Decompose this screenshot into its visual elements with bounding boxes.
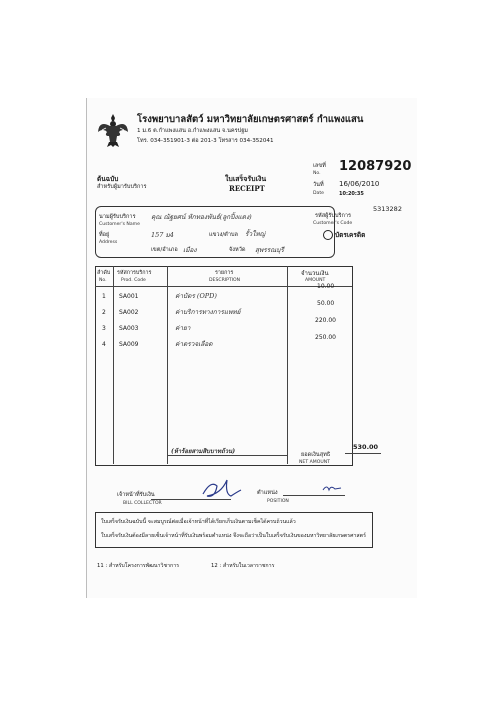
district-label: แขวง/ตำบล xyxy=(209,232,238,238)
position-label-en: POSITION xyxy=(267,499,289,504)
receipt-page xyxy=(86,98,417,598)
org-name: โรงพยาบาลสัตว์ มหาวิทยาลัยเกษตรศาสตร์ กำแพงแสน xyxy=(137,114,364,125)
position-signature-icon xyxy=(321,482,343,494)
position-label-th: ตำแหน่ง xyxy=(257,490,278,496)
garuda-emblem-icon xyxy=(97,112,129,148)
customer-code: 5313282 xyxy=(373,205,402,213)
receipt-date-label-th: วันที่ xyxy=(313,182,324,188)
position-line xyxy=(283,495,345,496)
row-2-amount: 50.00 xyxy=(317,300,335,307)
header-desc-en: DESCRIPTION xyxy=(209,278,241,283)
col-divider-3 xyxy=(287,266,288,464)
collector-signature-icon xyxy=(197,476,243,502)
col-divider-2 xyxy=(167,266,168,464)
row-2-desc: ค่าบริการทางการแพทย์ xyxy=(175,308,241,316)
row-4-desc: ค่าตรวจเลือด xyxy=(175,340,213,348)
row-3-desc: ค่ายา xyxy=(175,324,191,332)
collector-label-en: BILL COLLECTOR xyxy=(123,501,162,506)
district-value: รั้วใหญ่ xyxy=(245,230,266,238)
receipt-no-label-en: No. xyxy=(313,171,321,176)
row-1-amount: 10.00 xyxy=(317,283,335,290)
receipt-time: 10:20:35 xyxy=(339,191,364,197)
copy-sub: สำหรับผู้มารับบริการ xyxy=(97,184,147,190)
customer-address-label-en: Address xyxy=(99,240,118,245)
row-4-amount: 250.00 xyxy=(315,334,336,341)
collector-label-th: เจ้าหน้าที่รับเงิน xyxy=(117,492,155,498)
table-header-divider xyxy=(95,286,352,287)
customer-address-label-th: ที่อยู่ xyxy=(99,232,110,238)
receipt-date: 16/06/2010 xyxy=(339,180,380,188)
header-no-en: No. xyxy=(99,278,107,283)
note-line-1: ใบเสร็จรับเงินฉบับนี้ จะสมบูรณ์ต่อเมื่อเจ้าหน้าที่ได้เรียกเก็บเงินตามเช็คได้ครบถ้วนแล้ว xyxy=(101,519,296,525)
customer-address-no: 157 ม4 xyxy=(151,231,174,239)
amount-in-words: (ห้าร้อยสามสิบบาทถ้วน) xyxy=(171,448,236,455)
row-4-no: 4 xyxy=(102,341,106,348)
receipt-number: 12087920 xyxy=(339,159,412,174)
customer-name-label-th: นามผู้รับบริการ xyxy=(99,214,136,220)
province-label: จังหวัด xyxy=(229,247,246,253)
amphoe-value: เมือง xyxy=(183,246,197,254)
col-divider-1 xyxy=(113,266,114,464)
customer-code-label-en: Customer's Code xyxy=(313,221,353,226)
row-1-no: 1 xyxy=(102,293,106,300)
row-2-no: 2 xyxy=(102,309,106,316)
province-value: สุพรรณบุรี xyxy=(255,246,284,254)
receipt-title-th: ใบเสร็จรับเงิน xyxy=(225,175,267,183)
header-code-th: รหัสการบริการ xyxy=(117,270,152,276)
header-no-th: ลำดับ xyxy=(97,270,111,276)
row-1-desc: ค่าบัตร (OPD) xyxy=(175,292,217,300)
receipt-title-en: RECEIPT xyxy=(229,184,265,193)
row-2-code: SA002 xyxy=(119,309,139,316)
footer-item-11: 11 : สำหรับโครงการพัฒนาวิชาการ xyxy=(97,563,180,569)
row-3-no: 3 xyxy=(102,325,106,332)
footer-item-12: 12 : สำหรับในเวลาราชการ xyxy=(211,563,275,569)
note-line-2: ใบเสร็จรับเงินต้องมีลายเซ็นเจ้าหน้าที่รับเงินพร้อมตำแหน่ง จึงจะถือว่าเป็นใบเสร็จรับเงินของมหาวิทยาลัยเกษตรศาสตร์ xyxy=(101,533,366,539)
net-label-th: ยอดเงินสุทธิ xyxy=(301,452,331,458)
copy-label: ต้นฉบับ xyxy=(97,175,119,183)
row-1-code: SA001 xyxy=(119,293,139,300)
customer-name-label-en: Customer's Name xyxy=(99,222,140,227)
net-amount-underline xyxy=(345,453,381,454)
header-amount-en: AMOUNT xyxy=(305,278,326,283)
row-3-amount: 220.00 xyxy=(315,317,336,324)
net-amount: 530.00 xyxy=(353,443,379,451)
customer-code-label-th: รหัสผู้รับบริการ xyxy=(315,213,352,219)
header-amount-th: จำนวนเงิน xyxy=(301,270,329,277)
customer-name: คุณ ณัฐยศน์ หักทองพันธ์(ลูกปิ้งแดง) xyxy=(151,213,252,221)
org-address: 1 ม.6 ต.กำแพงแสน อ.กำแพงแสน จ.นครปฐม xyxy=(137,128,248,134)
header-code-en: Prod. Code xyxy=(121,278,146,283)
net-label-en: NET AMOUNT xyxy=(299,460,330,465)
amphoe-label: เขต/อำเภอ xyxy=(151,247,178,253)
row-3-code: SA003 xyxy=(119,325,139,332)
receipt-no-label-th: เลขที่ xyxy=(313,163,326,169)
header-desc-th: รายการ xyxy=(215,270,234,276)
row-4-code: SA009 xyxy=(119,341,139,348)
credit-card-label: บัตรเครดิต xyxy=(335,231,366,239)
credit-card-checkbox[interactable] xyxy=(323,230,333,240)
receipt-date-label-en: Date xyxy=(313,191,324,196)
org-phone: โทร. 034-351901-3 ต่อ 201-3 โทรสาร 034-352041 xyxy=(137,138,274,144)
